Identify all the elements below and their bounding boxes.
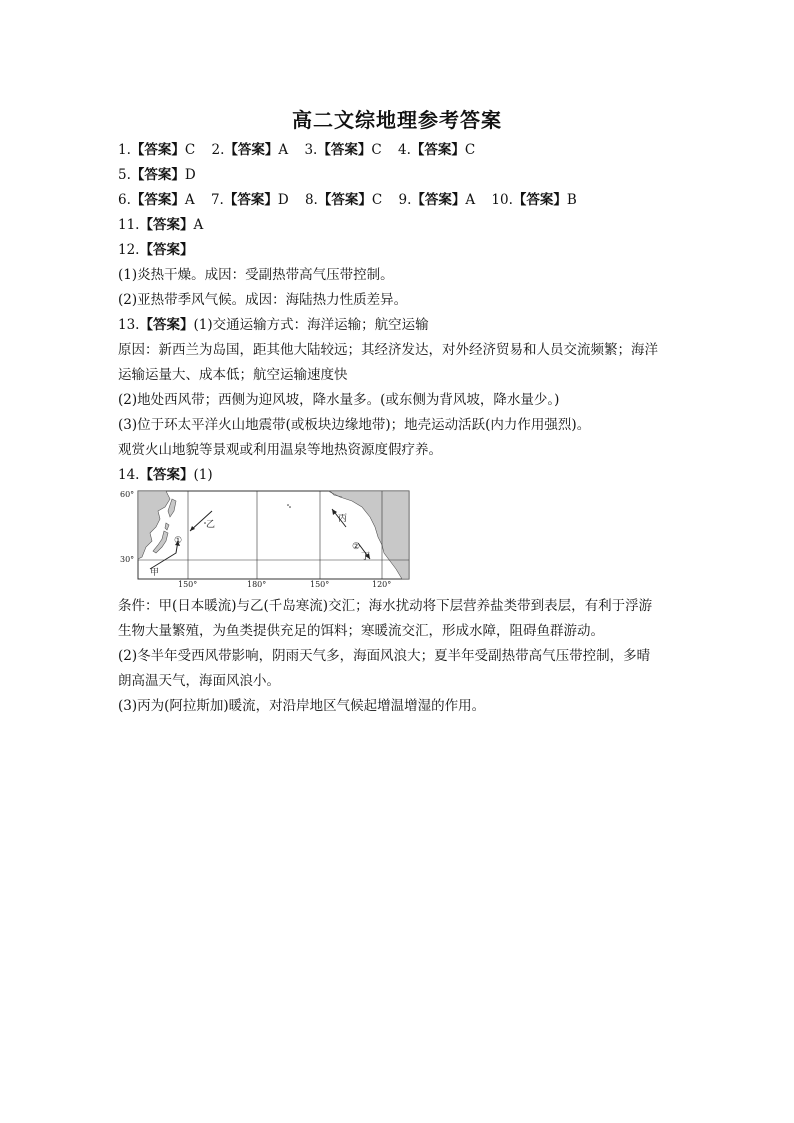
answer-marker: 【答案】 bbox=[130, 142, 185, 158]
marker-2: ② bbox=[352, 542, 361, 552]
question-number: 14. bbox=[118, 467, 140, 483]
q13-reason-line-1: 原因：新西兰为岛国，距其他大陆较远；其经济发达，对外经济贸易和人员交流频繁；海洋 bbox=[118, 342, 658, 358]
answer-value: A bbox=[278, 142, 289, 158]
lat-label-30: 30° bbox=[120, 555, 135, 564]
q12-line-1: (1)炎热干燥。成因：受副热带高气压带控制。 bbox=[118, 267, 394, 283]
answer-item bbox=[212, 138, 289, 163]
answers-row-3 bbox=[118, 188, 688, 213]
q12-line-2: (2)亚热带季风气候。成因：海陆热力性质差异。 bbox=[118, 292, 408, 308]
q14-line-2a: (2)冬半年受西风带影响，阴雨天气多，海面风浪大；夏半年受副热带高气压带控制，多晴 bbox=[118, 648, 651, 664]
answer-item bbox=[398, 138, 475, 163]
q13-head-text: (1)交通运输方式：海洋运输；航空运输 bbox=[193, 317, 429, 333]
answer-item bbox=[398, 188, 475, 213]
answer-item bbox=[118, 213, 203, 238]
current-label-bing: 丙 bbox=[338, 514, 348, 524]
q14-line-3: (3)丙为(阿拉斯加)暖流，对沿岸地区气候起增温增湿的作用。 bbox=[118, 698, 486, 714]
lat-label-60: 60° bbox=[120, 490, 135, 499]
answer-item bbox=[305, 188, 382, 213]
question-number: 13. bbox=[118, 317, 140, 333]
north-pacific-currents-map bbox=[120, 487, 412, 590]
answer-marker: 【答案】 bbox=[130, 192, 185, 208]
lon-label-180: 180° bbox=[247, 580, 267, 589]
answer-value: B bbox=[566, 192, 577, 208]
marker-1: ① bbox=[174, 536, 183, 546]
answer-number: 1. bbox=[118, 142, 131, 158]
q14-heading bbox=[118, 463, 688, 488]
q13-line-4: 观赏火山地貌等景观或利用温泉等地热资源度假疗养。 bbox=[118, 442, 442, 458]
answer-value: C bbox=[371, 192, 383, 208]
answer-marker: 【答案】 bbox=[224, 142, 279, 158]
q14-condition-line-2: 生物大量繁殖，为鱼类提供充足的饵料；寒暖流交汇，形成水障，阻碍鱼群游动。 bbox=[118, 623, 604, 639]
lon-label-120w: 120° bbox=[372, 580, 392, 589]
q13-heading bbox=[118, 313, 688, 338]
answer-value: D bbox=[184, 167, 196, 183]
current-label-ding: 丁 bbox=[361, 552, 371, 562]
q13-reason-line-2: 运输运量大、成本低；航空运输速度快 bbox=[118, 367, 348, 383]
answer-value: A bbox=[184, 192, 195, 208]
current-label-jia: 甲 bbox=[150, 568, 160, 578]
q12-heading bbox=[118, 238, 688, 263]
answer-marker: 【答案】 bbox=[410, 142, 465, 158]
answer-number: 6. bbox=[118, 192, 131, 208]
question-number: 12. bbox=[118, 242, 140, 258]
answer-number: 8. bbox=[304, 192, 318, 208]
answer-marker: 【答案】 bbox=[317, 142, 372, 158]
answer-value: A bbox=[193, 217, 204, 233]
answer-value: C bbox=[184, 142, 196, 158]
answer-marker: 【答案】 bbox=[139, 317, 194, 333]
answers-row-1 bbox=[118, 138, 688, 163]
answer-marker: 【答案】 bbox=[130, 167, 185, 183]
answer-marker: 【答案】 bbox=[512, 192, 567, 208]
answer-number: 3. bbox=[304, 142, 318, 158]
answer-marker: 【答案】 bbox=[317, 192, 372, 208]
q14-head-text: (1) bbox=[193, 467, 213, 483]
lon-label-150e: 150° bbox=[178, 580, 198, 589]
answer-value: A bbox=[465, 192, 476, 208]
answer-number: 11. bbox=[118, 217, 140, 233]
answer-item bbox=[491, 188, 576, 213]
answer-item bbox=[304, 138, 381, 163]
answer-item bbox=[118, 188, 195, 213]
answer-item bbox=[211, 188, 289, 213]
answer-marker: 【答案】 bbox=[139, 217, 194, 233]
lon-label-150w: 150° bbox=[310, 580, 330, 589]
answer-marker: 【答案】 bbox=[139, 242, 194, 258]
current-label-yi: 乙 bbox=[206, 520, 216, 530]
answers-row-2 bbox=[118, 163, 688, 188]
q14-line-2b: 朗高温天气，海面风浪小。 bbox=[118, 673, 280, 689]
answer-number: 2. bbox=[211, 142, 225, 158]
answer-marker: 【答案】 bbox=[223, 192, 278, 208]
q14-condition-line-1: 条件：甲(日本暖流)与乙(千岛寒流)交汇；海水扰动将下层营养盐类带到表层，有利于浮游 bbox=[118, 598, 653, 614]
answer-number: 5. bbox=[118, 167, 131, 183]
q13-line-2: (2)地处西风带；西侧为迎风坡，降水量多。(或东侧为背风坡，降水量少。) bbox=[118, 392, 560, 408]
page-title: 高二文综地理参考答案 bbox=[292, 108, 502, 132]
answer-number: 9. bbox=[398, 192, 412, 208]
answer-value: C bbox=[371, 142, 382, 158]
answer-marker: 【答案】 bbox=[139, 467, 194, 483]
answer-value: D bbox=[277, 192, 289, 208]
answer-number: 7. bbox=[210, 192, 224, 208]
answer-item bbox=[118, 163, 196, 188]
answer-marker: 【答案】 bbox=[411, 192, 466, 208]
q13-line-3: (3)位于环太平洋火山地震带(或板块边缘地带)；地壳运动活跃(内力作用强烈)。 bbox=[118, 417, 591, 433]
answers-row-4 bbox=[118, 213, 688, 238]
answer-item bbox=[118, 138, 195, 163]
answer-number: 10. bbox=[491, 192, 513, 208]
answer-number: 4. bbox=[398, 142, 411, 158]
answer-value: C bbox=[464, 142, 476, 158]
